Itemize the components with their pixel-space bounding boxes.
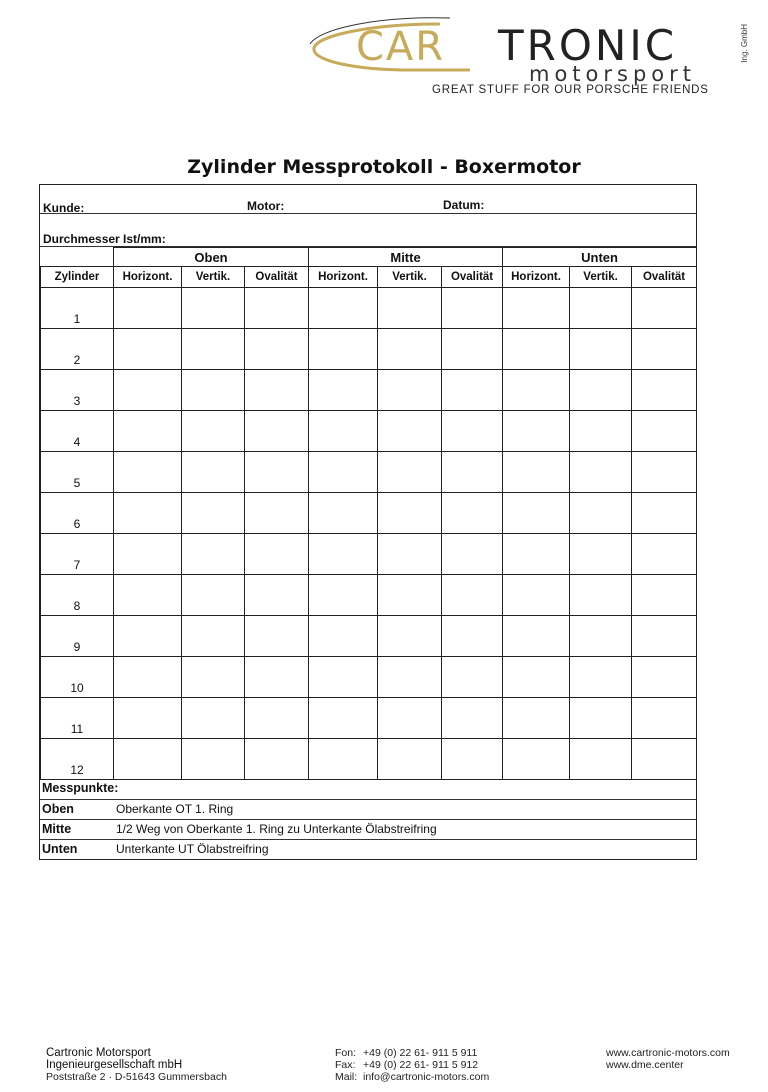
measurement-cell[interactable] bbox=[632, 698, 697, 739]
measurement-cell[interactable] bbox=[378, 616, 442, 657]
phone-number: +49 (0) 22 61- 911 5 911 bbox=[363, 1047, 478, 1059]
measurement-cell[interactable] bbox=[378, 370, 442, 411]
measurement-cell[interactable] bbox=[182, 739, 245, 780]
table-row bbox=[41, 329, 697, 370]
measurement-cell[interactable] bbox=[442, 575, 503, 616]
measurement-cell[interactable] bbox=[182, 698, 245, 739]
measurement-cell[interactable] bbox=[442, 739, 503, 780]
measurement-cell[interactable] bbox=[632, 534, 697, 575]
measurement-cell[interactable] bbox=[309, 329, 378, 370]
measurement-table bbox=[40, 247, 697, 780]
measurement-cell[interactable] bbox=[503, 657, 570, 698]
table-row bbox=[41, 288, 697, 329]
measurement-cell[interactable] bbox=[570, 370, 632, 411]
measurement-cell[interactable] bbox=[114, 575, 182, 616]
col-middle-horizontal: Horizont. bbox=[309, 267, 378, 288]
measurement-cell[interactable] bbox=[309, 452, 378, 493]
measurement-cell[interactable] bbox=[570, 452, 632, 493]
engine-label: Motor: bbox=[247, 199, 285, 213]
measurement-cell[interactable] bbox=[442, 534, 503, 575]
measurement-cell[interactable] bbox=[182, 329, 245, 370]
measurement-cell[interactable] bbox=[114, 739, 182, 780]
footer-web bbox=[606, 1047, 730, 1071]
measurement-cell[interactable] bbox=[632, 575, 697, 616]
measurement-cell[interactable] bbox=[632, 370, 697, 411]
cylinder-number: 10 bbox=[41, 657, 114, 698]
measurement-cell[interactable] bbox=[182, 411, 245, 452]
measurement-cell[interactable] bbox=[378, 534, 442, 575]
measurement-cell[interactable] bbox=[114, 288, 182, 329]
measurement-cell[interactable] bbox=[245, 493, 309, 534]
measurement-cell[interactable] bbox=[442, 657, 503, 698]
measurement-cell[interactable] bbox=[503, 452, 570, 493]
measurement-cell[interactable] bbox=[503, 575, 570, 616]
measurement-cell[interactable] bbox=[245, 288, 309, 329]
col-middle-ovality: Ovalität bbox=[442, 267, 503, 288]
measurement-cell[interactable] bbox=[442, 370, 503, 411]
measuring-point-value: Oberkante OT 1. Ring bbox=[116, 802, 234, 816]
measurement-cell[interactable] bbox=[245, 657, 309, 698]
measurement-cell[interactable] bbox=[378, 698, 442, 739]
measurement-cell[interactable] bbox=[114, 329, 182, 370]
measurement-cell[interactable] bbox=[570, 575, 632, 616]
measurement-cell[interactable] bbox=[114, 370, 182, 411]
cylinder-number: 11 bbox=[41, 698, 114, 739]
measurement-cell[interactable] bbox=[378, 493, 442, 534]
table-row bbox=[41, 575, 697, 616]
table-row bbox=[41, 493, 697, 534]
date-label: Datum: bbox=[443, 198, 485, 212]
measurement-cell[interactable] bbox=[570, 698, 632, 739]
table-row bbox=[41, 616, 697, 657]
measurement-cell[interactable] bbox=[503, 329, 570, 370]
measurement-cell[interactable] bbox=[182, 575, 245, 616]
company-address: Poststraße 2 · D-51643 Gummersbach bbox=[46, 1071, 227, 1083]
cylinder-number: 6 bbox=[41, 493, 114, 534]
measurement-cell[interactable] bbox=[309, 493, 378, 534]
measurement-cell[interactable] bbox=[570, 329, 632, 370]
measurement-cell[interactable] bbox=[245, 698, 309, 739]
table-row bbox=[41, 411, 697, 452]
measurement-cell[interactable] bbox=[182, 288, 245, 329]
table-row bbox=[41, 370, 697, 411]
measurement-cell[interactable] bbox=[309, 616, 378, 657]
measurement-cell[interactable] bbox=[182, 370, 245, 411]
measurement-cell[interactable] bbox=[503, 411, 570, 452]
customer-label: Kunde: bbox=[43, 201, 85, 215]
measurement-cell[interactable] bbox=[182, 493, 245, 534]
measurement-cell[interactable] bbox=[570, 657, 632, 698]
table-body bbox=[41, 288, 697, 780]
measurement-cell[interactable] bbox=[309, 370, 378, 411]
cylinder-number: 4 bbox=[41, 411, 114, 452]
measurement-cell[interactable] bbox=[632, 657, 697, 698]
measurement-cell[interactable] bbox=[309, 288, 378, 329]
measurement-cell[interactable] bbox=[378, 575, 442, 616]
measurement-cell[interactable] bbox=[378, 288, 442, 329]
col-bottom-ovality: Ovalität bbox=[632, 267, 697, 288]
phone-label: Fon: bbox=[335, 1047, 357, 1059]
measurement-cell[interactable] bbox=[442, 329, 503, 370]
measurement-cell[interactable] bbox=[632, 452, 697, 493]
tagline: GREAT STUFF FOR OUR PORSCHE FRIENDS bbox=[432, 84, 709, 96]
measurement-cell[interactable] bbox=[378, 452, 442, 493]
website-link-2[interactable]: www.dme.center bbox=[606, 1059, 684, 1071]
col-top-vertical: Vertik. bbox=[182, 267, 245, 288]
logo-tronic: TRONIC bbox=[498, 21, 678, 70]
measurement-cell[interactable] bbox=[442, 452, 503, 493]
measurement-cell[interactable] bbox=[570, 288, 632, 329]
measurement-cell[interactable] bbox=[442, 698, 503, 739]
email-link[interactable]: info@cartronic-motors.com bbox=[363, 1071, 490, 1083]
measurement-cell[interactable] bbox=[503, 493, 570, 534]
measurement-cell[interactable] bbox=[570, 739, 632, 780]
logo-legal-suffix: Ing. GmbH bbox=[740, 24, 749, 63]
measurement-cell[interactable] bbox=[378, 739, 442, 780]
column-header-row bbox=[41, 267, 697, 288]
measuring-point-row bbox=[40, 819, 696, 839]
cylinder-number: 12 bbox=[41, 739, 114, 780]
measuring-point-row bbox=[40, 799, 696, 819]
measurement-cell[interactable] bbox=[245, 575, 309, 616]
cylinder-number: 9 bbox=[41, 616, 114, 657]
col-middle-vertical: Vertik. bbox=[378, 267, 442, 288]
footer-company bbox=[46, 1047, 227, 1083]
fax-label: Fax: bbox=[335, 1059, 356, 1071]
measuring-point-row bbox=[40, 839, 696, 859]
measurement-cell[interactable] bbox=[632, 493, 697, 534]
company-type: Ingenieurgesellschaft mbH bbox=[46, 1059, 183, 1071]
measurement-cell[interactable] bbox=[182, 657, 245, 698]
measurement-cell[interactable] bbox=[114, 657, 182, 698]
measurement-cell[interactable] bbox=[309, 411, 378, 452]
table-row bbox=[41, 698, 697, 739]
measurement-cell[interactable] bbox=[503, 370, 570, 411]
table-row bbox=[41, 657, 697, 698]
website-link[interactable]: www.cartronic-motors.com bbox=[606, 1047, 730, 1059]
measuring-point-key: Oben bbox=[42, 802, 74, 816]
measuring-point-value: Unterkante UT Ölabstreifring bbox=[116, 842, 269, 856]
col-bottom-horizontal: Horizont. bbox=[503, 267, 570, 288]
measurement-cell[interactable] bbox=[632, 739, 697, 780]
measurement-cell[interactable] bbox=[309, 657, 378, 698]
measurement-cell[interactable] bbox=[570, 493, 632, 534]
table-row bbox=[41, 534, 697, 575]
footer-contact-labels bbox=[335, 1047, 357, 1083]
measurement-cell[interactable] bbox=[309, 739, 378, 780]
measurement-cell[interactable] bbox=[632, 329, 697, 370]
col-bottom-vertical: Vertik. bbox=[570, 267, 632, 288]
logo-car: CAR bbox=[356, 24, 446, 70]
measurement-cell[interactable] bbox=[309, 534, 378, 575]
fax-number: +49 (0) 22 61- 911 5 912 bbox=[363, 1059, 479, 1071]
measurement-cell[interactable] bbox=[442, 616, 503, 657]
measurement-cell[interactable] bbox=[245, 411, 309, 452]
diameter-label: Durchmesser Ist/mm: bbox=[43, 232, 166, 246]
measurement-cell[interactable] bbox=[503, 288, 570, 329]
measurement-cell[interactable] bbox=[378, 329, 442, 370]
measurement-cell[interactable] bbox=[114, 534, 182, 575]
col-top-horizontal: Horizont. bbox=[114, 267, 182, 288]
group-header-row bbox=[41, 248, 697, 267]
measurement-cell[interactable] bbox=[503, 616, 570, 657]
measurement-cell[interactable] bbox=[114, 411, 182, 452]
measurement-cell[interactable] bbox=[245, 452, 309, 493]
measurement-cell[interactable] bbox=[378, 411, 442, 452]
measurement-cell[interactable] bbox=[245, 616, 309, 657]
measurement-cell[interactable] bbox=[503, 739, 570, 780]
company-name: Cartronic Motorsport bbox=[46, 1047, 151, 1059]
measuring-point-key: Unten bbox=[42, 842, 78, 856]
measurement-cell[interactable] bbox=[442, 411, 503, 452]
measurement-cell[interactable] bbox=[245, 534, 309, 575]
measurement-cell[interactable] bbox=[114, 452, 182, 493]
measurement-cell[interactable] bbox=[570, 616, 632, 657]
measurement-cell[interactable] bbox=[570, 534, 632, 575]
cylinder-number: 7 bbox=[41, 534, 114, 575]
table-row bbox=[41, 452, 697, 493]
measurement-cell[interactable] bbox=[245, 739, 309, 780]
cylinder-number: 5 bbox=[41, 452, 114, 493]
measuring-point-value: 1/2 Weg von Oberkante 1. Ring zu Unterkante Ölabstreifring bbox=[116, 822, 437, 836]
measuring-point-key: Mitte bbox=[42, 822, 72, 836]
measuring-points-title: Messpunkte: bbox=[42, 781, 119, 795]
page-title: Zylinder Messprotokoll - Boxermotor bbox=[187, 156, 581, 178]
measurement-cell[interactable] bbox=[378, 657, 442, 698]
measurement-cell[interactable] bbox=[442, 288, 503, 329]
cylinder-number: 3 bbox=[41, 370, 114, 411]
measurement-cell[interactable] bbox=[503, 698, 570, 739]
measurement-cell[interactable] bbox=[309, 575, 378, 616]
measurement-cell[interactable] bbox=[632, 411, 697, 452]
measurement-cell[interactable] bbox=[114, 493, 182, 534]
measurement-cell[interactable] bbox=[114, 616, 182, 657]
measurement-cell[interactable] bbox=[182, 616, 245, 657]
col-top-ovality: Ovalität bbox=[245, 267, 309, 288]
measurement-cell[interactable] bbox=[570, 411, 632, 452]
measurement-cell[interactable] bbox=[632, 616, 697, 657]
measurement-cell[interactable] bbox=[632, 288, 697, 329]
measurement-cell[interactable] bbox=[442, 493, 503, 534]
diameter-row bbox=[40, 213, 696, 247]
mail-label: Mail: bbox=[335, 1071, 358, 1083]
measurement-cell[interactable] bbox=[182, 534, 245, 575]
measurement-cell[interactable] bbox=[503, 534, 570, 575]
cylinder-number: 8 bbox=[41, 575, 114, 616]
header-fields-row bbox=[40, 185, 696, 214]
measurement-form bbox=[39, 184, 697, 860]
measurement-cell[interactable] bbox=[182, 452, 245, 493]
group-bottom: Unten bbox=[503, 248, 697, 267]
measurement-cell[interactable] bbox=[245, 329, 309, 370]
group-middle: Mitte bbox=[309, 248, 503, 267]
cylinder-number: 2 bbox=[41, 329, 114, 370]
col-cylinder: Zylinder bbox=[41, 267, 114, 288]
cylinder-number: 1 bbox=[41, 288, 114, 329]
group-top: Oben bbox=[114, 248, 309, 267]
measurement-cell[interactable] bbox=[309, 698, 378, 739]
footer-contact bbox=[363, 1047, 489, 1083]
logo-motorsport: motorsport bbox=[529, 62, 697, 86]
table-row bbox=[41, 739, 697, 780]
measurement-cell[interactable] bbox=[114, 698, 182, 739]
measurement-cell[interactable] bbox=[245, 370, 309, 411]
